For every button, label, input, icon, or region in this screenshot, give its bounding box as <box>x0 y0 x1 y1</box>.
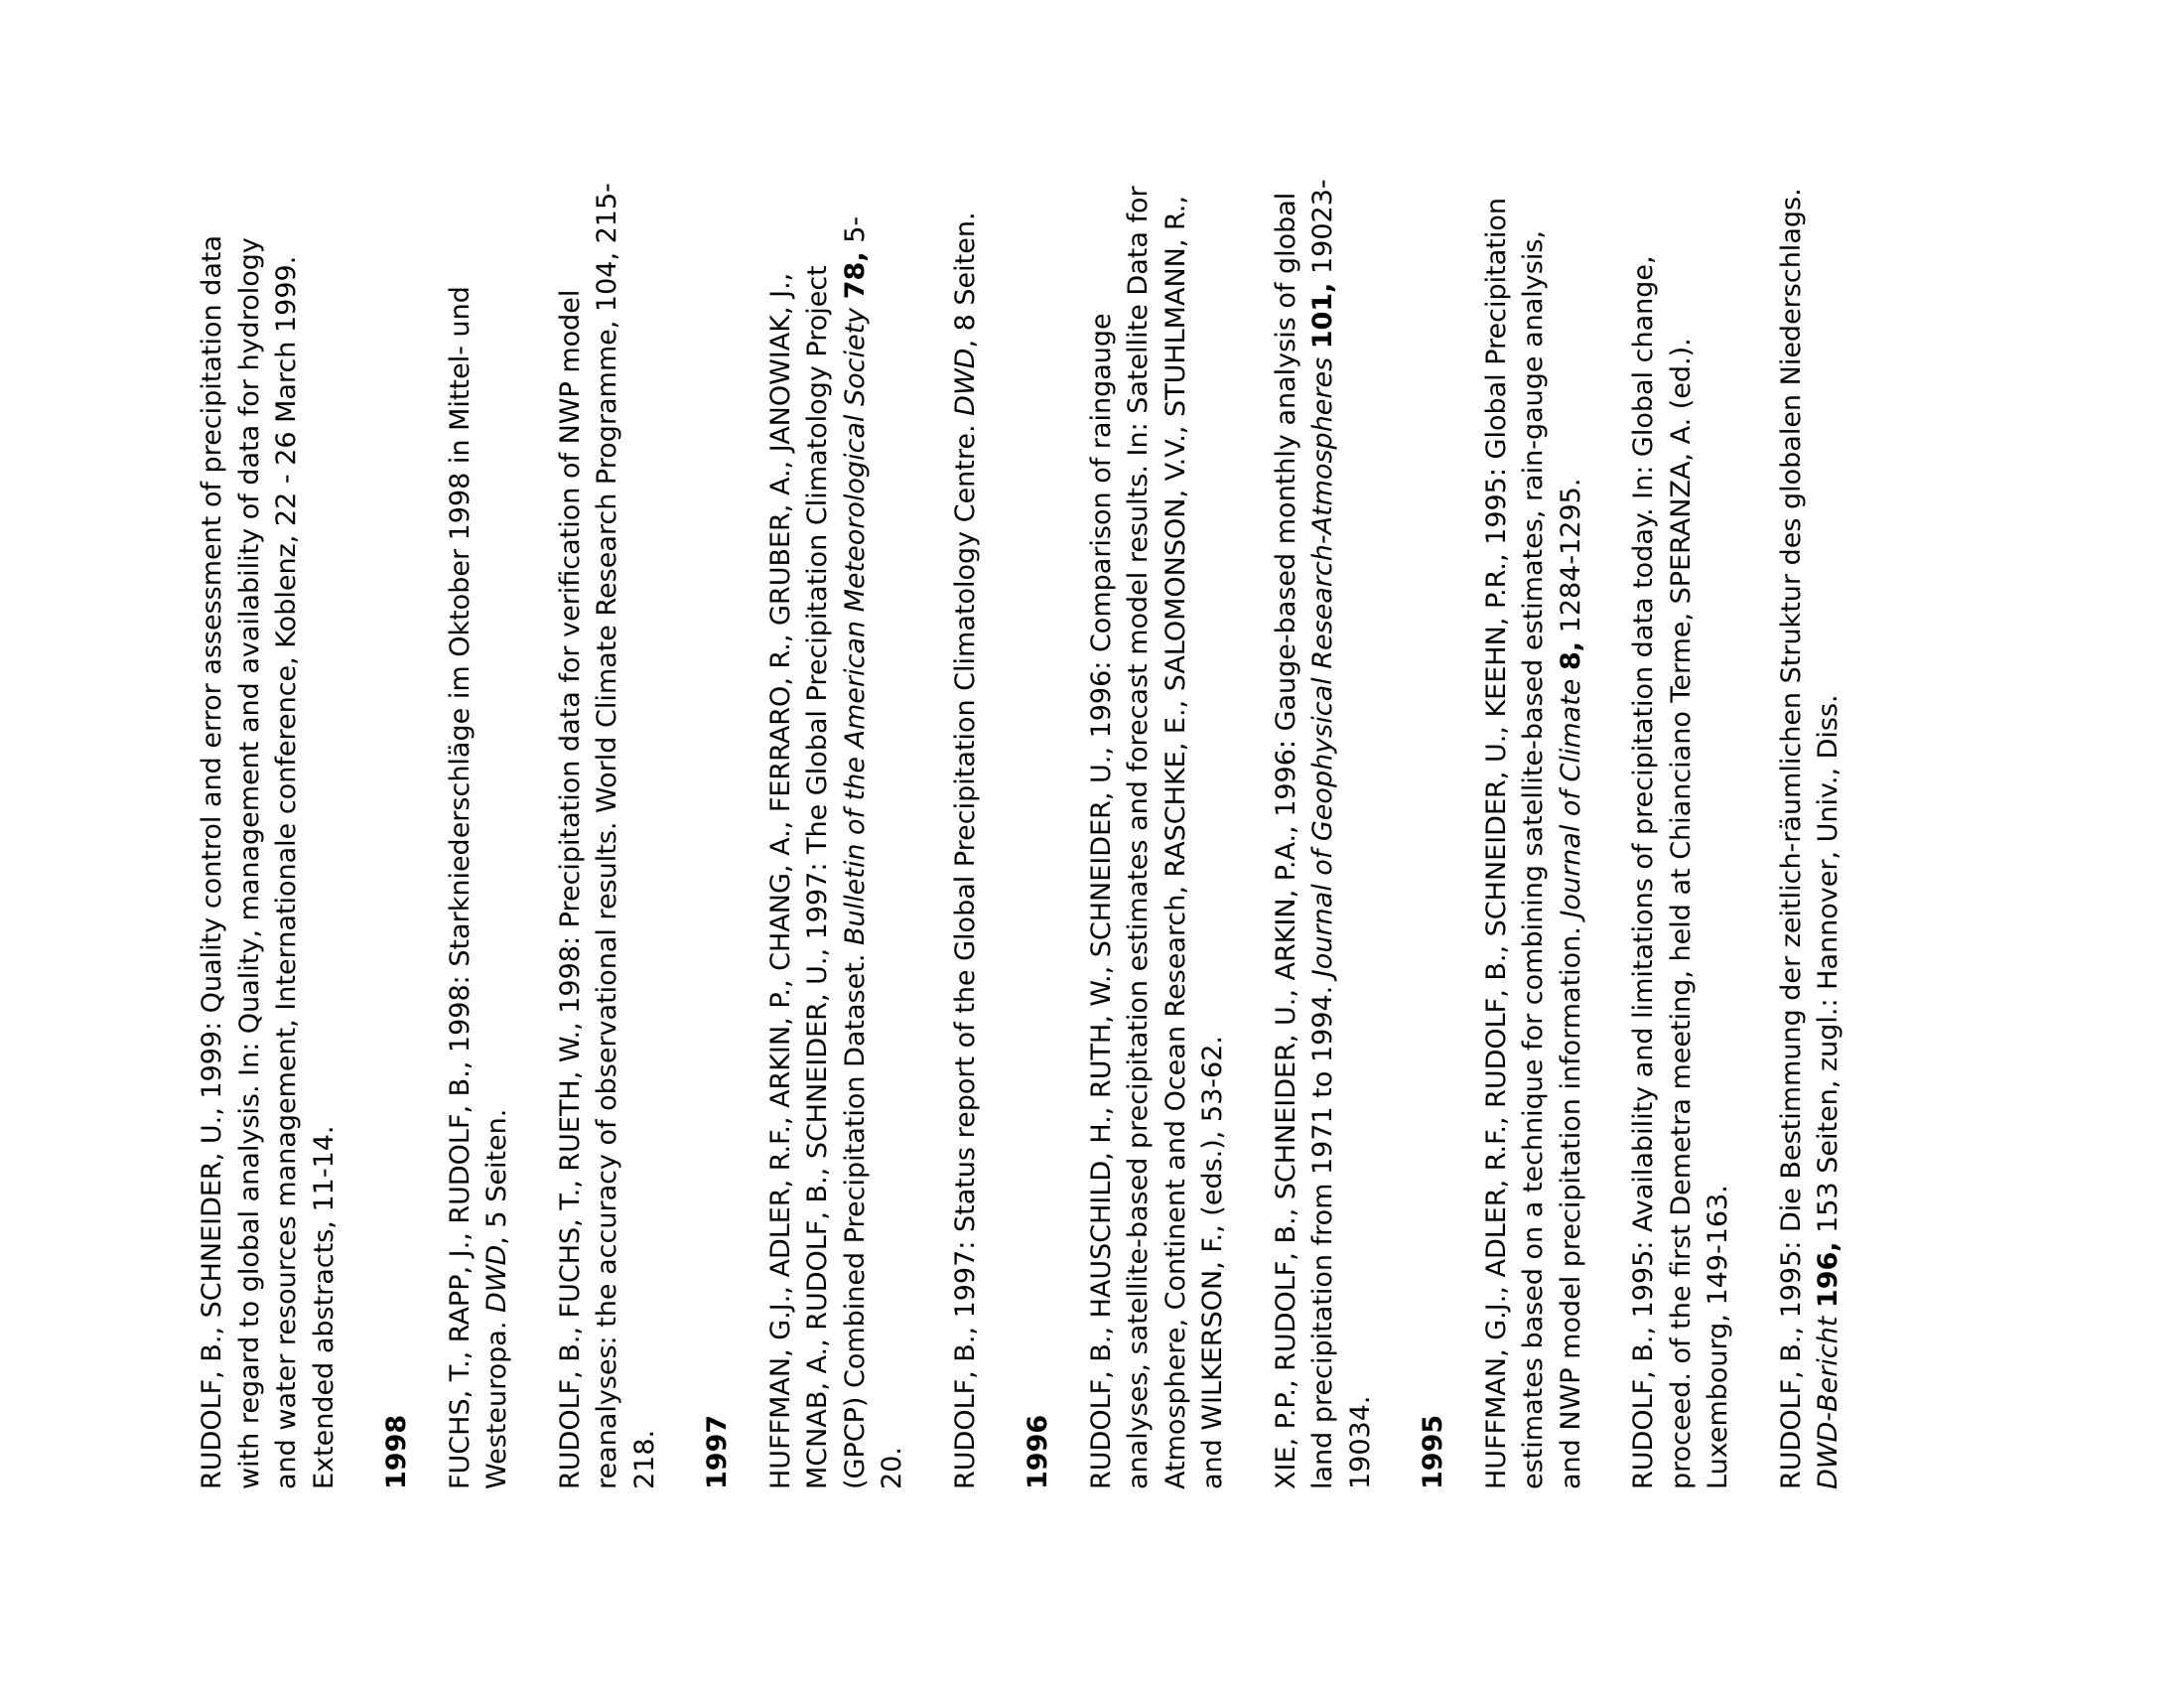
reference-entry <box>442 179 516 1489</box>
reference-text: HUFFMAN, G.J., ADLER, R.F., RUDOLF, B., SCHNEIDER, U., KEEHN, P.R., 1995: Global Precipitation estimates based on a technique for combining satellite-based estimates, rain-gauge analysis, and NWP model precipitation information. <box>1480 197 1586 1489</box>
reference-text: FUCHS, T., RAPP, J., RUDOLF, B., 1998: Starkniederschläge im Oktober 1998 in Mittel- und Westeuropa. <box>444 286 512 1489</box>
reference-text: , 8 Seiten. <box>949 211 981 349</box>
reference-entry <box>194 179 342 1489</box>
reference-text: HUFFMAN, G.J., ADLER, R.F., ARKIN, P., CHANG, A., FERRARO, R., GRUBER, A., JANOWIAK, J., MCNAB, A., RUDOLF, B., SCHNEIDER, U., 1997: The Global Precipitation Climatology Project (GPCP) Combined Precipitation Dataset. <box>764 265 871 1489</box>
reference-text: 19023-19034. <box>1307 179 1376 1489</box>
reference-text <box>1307 349 1338 357</box>
reference-text: RUDOLF, B., 1995: Availability and limitations of precipitation data today. In: Global change, proceed. of the first Demetra meeting, held at Chianciano Terme, SPERANZA, A. (ed.). Luxembourg, 149-163. <box>1628 255 1733 1489</box>
reference-text <box>1813 1308 1843 1317</box>
reference-entry <box>1625 179 1737 1489</box>
journal-title: Journal of Geophysical Research-Atmospheres <box>1307 356 1338 978</box>
reference-entry <box>762 179 911 1489</box>
reference-entry <box>947 179 985 1489</box>
reference-text: RUDOLF, B., FUCHS, T., RUETH, W., 1998: Precipitation data for verification of NWP model reanalyses: the accuracy of observational results. World Climate Research Programme, 104, 215-218. <box>554 183 660 1489</box>
reference-text: RUDOLF, B., SCHNEIDER, U., 1999: Quality control and error assessment of precipitation data with regard to global analysis. In: Quality, management and availability of data for hydrology and water resources management, Internationale conference, Koblenz, 22 - 26 March 1999. Extended abstracts, 11-14. <box>197 234 340 1489</box>
reference-entry <box>1268 179 1380 1489</box>
reference-text: , 5 Seiten. <box>481 1108 512 1245</box>
volume-number: 8, <box>1555 640 1586 670</box>
reference-text <box>840 299 871 308</box>
journal-title: DWD-Bericht <box>1813 1316 1843 1489</box>
year-heading-1997: 1997 <box>702 1414 733 1489</box>
reference-text: RUDOLF, B., 1995: Die Bestimmung der zeitlich-räumlichen Struktur des globalen Niederschlags. <box>1775 188 1807 1489</box>
reference-text: RUDOLF, B., 1997: Status report of the Global Precipitation Climatology Centre. <box>949 415 981 1489</box>
journal-title: Journal of Climate <box>1555 678 1586 918</box>
reference-text <box>1556 670 1586 679</box>
journal-title: Bulletin of the American Meteorological Society <box>839 307 871 945</box>
volume-number: 196, <box>1813 1241 1843 1309</box>
reference-text: XIE, P.P., RUDOLF, B., SCHNEIDER, U., ARKIN, P.A., 1996: Gauge-based monthly analysis of global land precipitation from 1971 to 1994. <box>1270 192 1338 1489</box>
reference-entry <box>552 179 664 1489</box>
journal-title: DWD <box>949 348 981 416</box>
journal-title: DWD <box>481 1244 512 1314</box>
year-heading-1996: 1996 <box>1023 1414 1053 1489</box>
volume-number: 101, <box>1307 282 1338 350</box>
year-heading-1995: 1995 <box>1418 1414 1448 1489</box>
reference-text: 153 Seiten, zugl.: Hannover, Univ., Diss. <box>1813 694 1843 1242</box>
year-heading-1998: 1998 <box>381 1414 412 1489</box>
volume-number: 78, <box>839 251 871 300</box>
reference-entry <box>1083 179 1232 1489</box>
reference-text: RUDOLF, B., HAUSCHILD, H., RUTH, W., SCHNEIDER, U., 1996: Comparison of raingauge analyses, satellite-based precipitation estimates and forecast model results. In: Satellite Data for Atmosphere, Continent and Ocean Research, RASCHKE, E., SALOMONSON, V.V., STUHLMANN, R., and WILKERSON, F., (eds.), 53-62. <box>1085 186 1228 1489</box>
reference-list-page <box>194 179 1921 1489</box>
reference-entry <box>1773 179 1847 1489</box>
reference-entry <box>1478 179 1590 1489</box>
reference-text: 1284-1295. <box>1555 478 1586 641</box>
reference-text: 5-20. <box>839 215 907 1489</box>
